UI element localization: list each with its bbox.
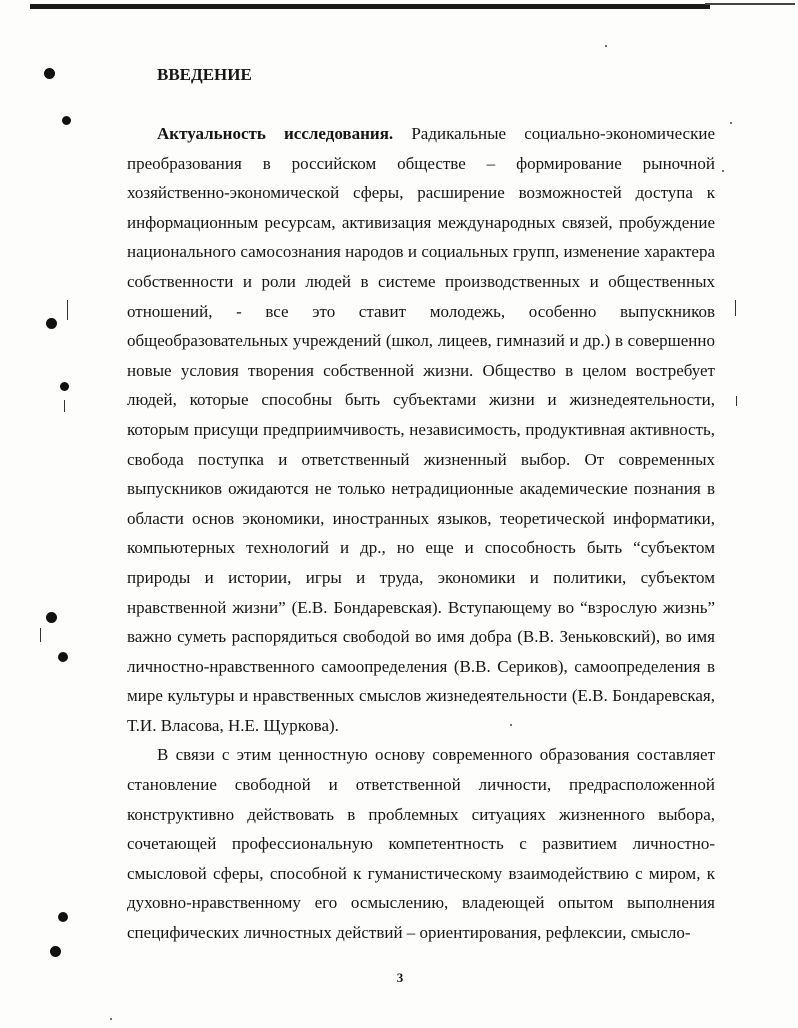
scan-tick-mark [736, 396, 737, 406]
binder-hole-mark [44, 68, 55, 79]
scan-tick-mark [40, 628, 41, 642]
binder-hole-mark [50, 946, 61, 957]
scan-speck [110, 1018, 112, 1020]
scan-speck [722, 170, 724, 172]
paragraph-values: В связи с этим ценностную основу современного образования составляет становление свободной и ответственной личности, предрасположенной конструктивно действовать в проблемных ситуациях жизненного выбора, сочетающей профессиональную компетентность с развитием личностно-смысловой сферы, способной к гуманистическому взаимодействию с миром, к духовно-нравственному его осмыслению, владеющей опытом выполнения специфических личностных действий – ориентирования, рефлексии, смысло- [127, 745, 715, 943]
section-heading: ВВЕДЕНИЕ [157, 65, 252, 84]
binder-hole-mark [62, 116, 71, 125]
document-body [127, 60, 715, 948]
scan-tick-mark [64, 400, 65, 412]
binder-hole-mark [58, 652, 68, 662]
paragraph-lead: Актуальность исследования. [157, 124, 394, 143]
scan-top-border [30, 4, 710, 9]
binder-hole-mark [46, 612, 57, 623]
scan-top-border-right [705, 3, 795, 5]
scan-tick-mark [735, 300, 736, 316]
scan-tick-mark [67, 300, 68, 320]
binder-hole-mark [46, 318, 57, 329]
paragraph-text: Радикальные социально-экономические преобразования в российском обществе – формирование рыночной хозяйственно-экономической сферы, расширение возможностей доступа к информационным ресурсам, активизация международных связей, пробуждение национального самосознания народов и социальных групп, изменение характера собственности и роли людей в системе производственных и общественных отношений, - все это ставит молодежь, особенно выпускников общеобразовательных учреждений (школ, лицеев, гимназий и др.) в совершенно новые условия творения собственной жизни. Общество в целом востребует людей, которые способны быть субъектами жизни и жизнедеятельности, которым присущи предприимчивость, независимость, продуктивная активность, свобода поступка и ответственный жизненный выбор. От современных выпускников ожидаются не только нетрадиционные академические познания в области основ экономики, иностранных языков, теоретической информатики, компьютерных технологий и др., но еще и способность быть “субъектом природы и истории, игры и труда, экономики и политики, субъектом нравственной жизни” (Е.В. Бондаревская). Вступающему во “взрослую жизнь” важно суметь распорядиться свободой во имя добра (В.В. Зеньковский), во имя личностно-нравственного самоопределения (В.В. Сериков), самоопределения в мире культуры и нравственных смыслов жизнедеятельности (Е.В. Бондаревская, Т.И. Власова, Н.Е. Щуркова). [127, 124, 715, 735]
paragraph-relevance [127, 119, 715, 740]
scan-speck [730, 122, 732, 124]
binder-hole-mark [58, 912, 68, 922]
scan-speck [605, 45, 607, 47]
binder-hole-mark [60, 382, 69, 391]
page-number: 3 [396, 970, 404, 985]
